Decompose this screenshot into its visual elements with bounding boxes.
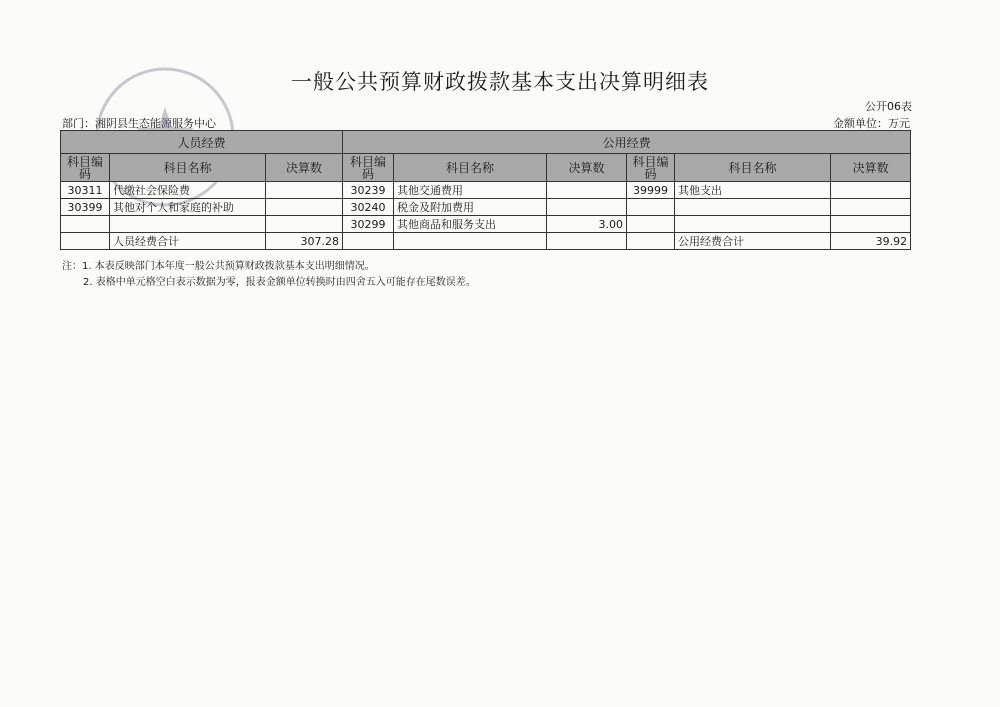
cell-code: 30240 [343,199,394,216]
cell-blank [343,233,394,250]
note-line-1: 注：1. 本表反映部门本年度一般公共预算财政拨款基本支出明细情况。 [62,261,375,272]
col-header-amount: 决算数 [266,154,343,182]
cell-code [627,216,675,233]
totals-row [61,233,911,250]
personnel-group-header: 人员经费 [61,131,343,154]
cell-amount [831,216,911,233]
cell-code: 30399 [61,199,110,216]
cell-code [627,199,675,216]
col-header-code: 科目编码 [61,154,110,182]
table-row [61,199,911,216]
cell-name [110,216,266,233]
cell-code: 30239 [343,182,394,199]
unit-label: 金额单位：万元 [833,117,910,130]
cell-name: 税金及附加费用 [394,199,547,216]
cell-amount [547,199,627,216]
col-header-amount: 决算数 [547,154,627,182]
col-header-code: 科目编码 [343,154,394,182]
cell-amount [266,216,343,233]
notes-block [62,259,476,291]
cell-name: 其他支出 [675,182,831,199]
cell-name [675,199,831,216]
cell-name: 其他对个人和家庭的补助 [110,199,266,216]
table-row [61,216,911,233]
group-header-row [61,131,911,154]
public-total-label: 公用经费合计 [675,233,831,250]
department-label: 部门：湘阴县生态能源服务中心 [62,117,216,130]
cell-blank [547,233,627,250]
cell-name: 其他商品和服务支出 [394,216,547,233]
col-header-name: 科目名称 [675,154,831,182]
note-line-2: 2. 表格中单元格空白表示数据为零，报表金额单位转换时由四舍五入可能存在尾数误差。 [83,277,476,288]
cell-code: 30299 [343,216,394,233]
cell-amount [266,199,343,216]
cell-code [61,216,110,233]
cell-amount [831,199,911,216]
cell-code: 39999 [627,182,675,199]
col-header-amount: 决算数 [831,154,911,182]
cell-amount [831,182,911,199]
col-header-code: 科目编码 [627,154,675,182]
form-code: 公开06表 [865,100,912,113]
column-header-row [61,154,911,182]
cell-code: 30311 [61,182,110,199]
cell-blank [61,233,110,250]
personnel-total-label: 人员经费合计 [110,233,266,250]
personnel-total-value: 307.28 [266,233,343,250]
cell-name [675,216,831,233]
cell-amount: 3.00 [547,216,627,233]
public-group-header: 公用经费 [343,131,911,154]
cell-amount [547,182,627,199]
table-row [61,182,911,199]
cell-name: 代缴社会保险费 [110,182,266,199]
cell-amount [266,182,343,199]
page-title: 一般公共预算财政拨款基本支出决算明细表 [291,70,709,94]
cell-blank [627,233,675,250]
col-header-name: 科目名称 [394,154,547,182]
cell-blank [394,233,547,250]
expenditure-table [60,130,911,250]
public-total-value: 39.92 [831,233,911,250]
col-header-name: 科目名称 [110,154,266,182]
cell-name: 其他交通费用 [394,182,547,199]
